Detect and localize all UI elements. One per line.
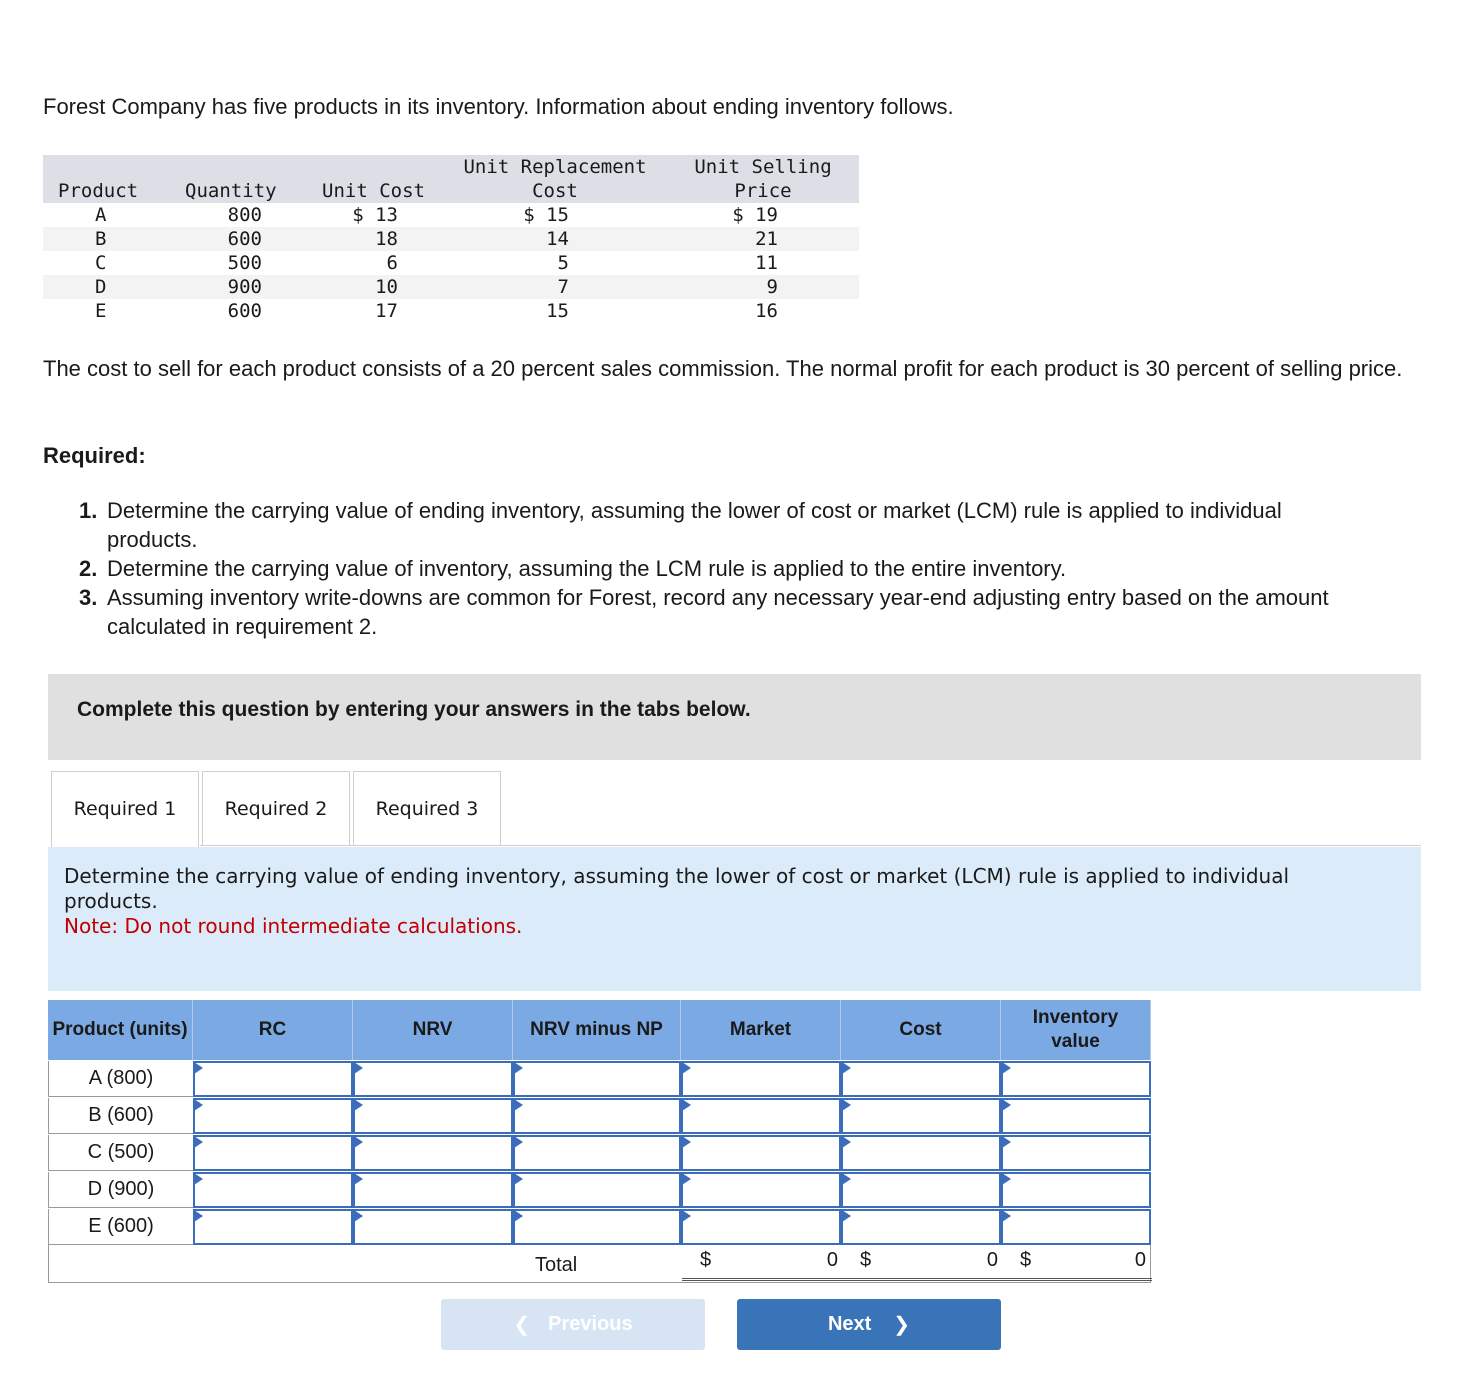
cell-quantity: 500 <box>227 252 262 274</box>
cell-replacement-cost: 15 <box>546 300 569 322</box>
input-marker-icon <box>514 1099 523 1111</box>
input-marker-icon <box>682 1210 691 1222</box>
total-inventory-value-cell <box>1002 1243 1152 1281</box>
input-marker-icon <box>682 1062 691 1074</box>
col-header-nrv-minus-np: NRV minus NP <box>513 1000 681 1060</box>
cost-input[interactable] <box>841 1172 1001 1208</box>
header-quantity: Quantity <box>185 180 277 202</box>
requirement-3 <box>79 583 1465 641</box>
data-row <box>43 203 859 227</box>
col-header-product: Product (units) <box>48 1000 193 1060</box>
cell-quantity: 600 <box>227 300 262 322</box>
rc-input[interactable] <box>193 1135 353 1171</box>
cost-to-sell-paragraph: The cost to sell for each product consists of a 20 percent sales commission. The normal profit for each product is 30 percent of selling price. <box>43 356 1403 381</box>
requirements-list <box>79 496 1465 641</box>
cell-product: A <box>95 204 107 226</box>
requirement-3-number: 3. <box>79 585 98 610</box>
input-marker-icon <box>842 1099 851 1111</box>
rc-input[interactable] <box>193 1172 353 1208</box>
product-units-label: A (800) <box>48 1061 193 1097</box>
cell-unit-cost: 17 <box>375 300 398 322</box>
input-marker-icon <box>682 1136 691 1148</box>
requirement-1-number: 1. <box>79 498 98 523</box>
input-marker-icon <box>194 1173 203 1185</box>
rc-input[interactable] <box>193 1098 353 1134</box>
requirement-2-text: Determine the carrying value of inventory, assuming the LCM rule is applied to the entire inventory. <box>107 556 1067 581</box>
total-market-cell <box>682 1243 842 1281</box>
cell-unit-cost: 10 <box>375 276 398 298</box>
input-marker-icon <box>194 1062 203 1074</box>
input-marker-icon <box>354 1062 363 1074</box>
input-marker-icon <box>354 1136 363 1148</box>
nrv-minus-np-input[interactable] <box>513 1209 681 1245</box>
market-input[interactable] <box>681 1098 841 1134</box>
input-marker-icon <box>842 1210 851 1222</box>
product-units-label: D (900) <box>48 1172 193 1208</box>
next-button[interactable] <box>737 1299 1001 1350</box>
input-marker-icon <box>354 1173 363 1185</box>
cost-input[interactable] <box>841 1135 1001 1171</box>
total-row <box>48 1245 1151 1283</box>
input-marker-icon <box>514 1173 523 1185</box>
header-unit-cost: Unit Cost <box>322 180 425 202</box>
market-input[interactable] <box>681 1061 841 1097</box>
requirement-1-text: Determine the carrying value of ending inventory, assuming the lower of cost or market (LCM) rule is applied to individual <box>107 498 1282 523</box>
cell-quantity: 800 <box>227 204 262 226</box>
market-input[interactable] <box>681 1209 841 1245</box>
previous-label: Previous <box>548 1313 633 1335</box>
cell-selling-price: $ 19 <box>732 204 778 226</box>
chevron-left-icon: ❮ <box>513 1314 531 1336</box>
answer-table <box>48 1000 1151 1283</box>
panel-instruction: Determine the carrying value of ending inventory, assuming the lower of cost or market (LCM) rule is applied to individual products. <box>64 864 1290 913</box>
product-units-label: C (500) <box>48 1135 193 1171</box>
col-header-rc: RC <box>193 1000 353 1060</box>
cell-product: C <box>95 252 107 274</box>
inventory-value-input[interactable] <box>1001 1061 1151 1097</box>
input-marker-icon <box>514 1210 523 1222</box>
cell-selling-price: 9 <box>766 276 778 298</box>
next-label: Next <box>827 1313 872 1335</box>
data-row <box>43 251 859 275</box>
col-header-cost: Cost <box>841 1000 1001 1060</box>
input-marker-icon <box>1002 1173 1011 1185</box>
market-input[interactable] <box>681 1172 841 1208</box>
previous-button[interactable] <box>441 1299 705 1350</box>
cost-input[interactable] <box>841 1061 1001 1097</box>
product-units-label: E (600) <box>48 1209 193 1245</box>
input-marker-icon <box>194 1136 203 1148</box>
data-table-header <box>43 155 859 203</box>
data-row <box>43 275 859 299</box>
total-cost-currency: $ <box>860 1249 872 1271</box>
inventory-value-input[interactable] <box>1001 1098 1151 1134</box>
total-market-value: 0 <box>826 1249 838 1271</box>
question-panel <box>48 847 1421 991</box>
input-marker-icon <box>354 1099 363 1111</box>
requirement-1-cont: products. <box>107 527 198 552</box>
inventory-value-input[interactable] <box>1001 1209 1151 1245</box>
total-cost-value: 0 <box>986 1249 998 1271</box>
col-header-inventory-value: Inventory value <box>1001 1000 1151 1060</box>
nrv-input[interactable] <box>353 1172 513 1208</box>
data-row <box>43 299 859 323</box>
rc-input[interactable] <box>193 1209 353 1245</box>
header-unit-selling-2: Price <box>734 180 792 202</box>
total-market-currency: $ <box>700 1249 712 1271</box>
input-marker-icon <box>842 1136 851 1148</box>
input-marker-icon <box>514 1136 523 1148</box>
requirement-1 <box>79 496 1465 554</box>
input-marker-icon <box>842 1062 851 1074</box>
market-input[interactable] <box>681 1135 841 1171</box>
panel-note: Note: Do not round intermediate calculations. <box>64 914 523 938</box>
total-cost-cell <box>842 1243 1002 1281</box>
cell-unit-cost: 18 <box>375 228 398 250</box>
total-inventory-value: 0 <box>1134 1249 1146 1271</box>
requirement-3-text: Assuming inventory write-downs are common for Forest, record any necessary year-end adjusting entry based on the amount <box>107 585 1329 610</box>
cell-replacement-cost: $ 15 <box>523 204 569 226</box>
data-row <box>43 227 859 251</box>
required-heading: Required: <box>43 443 146 468</box>
header-unit-replacement-1: Unit Replacement <box>463 156 647 178</box>
cell-selling-price: 11 <box>755 252 778 274</box>
chevron-right-icon: ❯ <box>893 1314 911 1336</box>
input-marker-icon <box>682 1099 691 1111</box>
cell-replacement-cost: 5 <box>557 252 569 274</box>
cost-input[interactable] <box>841 1098 1001 1134</box>
intro-text: Forest Company has five products in its inventory. Information about ending inventory follows. <box>43 94 954 119</box>
inventory-value-input[interactable] <box>1001 1172 1151 1208</box>
inventory-data-table <box>43 155 859 323</box>
requirement-3-cont: calculated in requirement 2. <box>107 614 378 639</box>
header-product: Product <box>58 180 139 202</box>
banner-text: Complete this question by entering your answers in the tabs below. <box>77 698 751 721</box>
inventory-value-input[interactable] <box>1001 1135 1151 1171</box>
input-marker-icon <box>1002 1099 1011 1111</box>
nrv-minus-np-input[interactable] <box>513 1061 681 1097</box>
nrv-input[interactable] <box>353 1061 513 1097</box>
total-inventory-currency: $ <box>1020 1249 1032 1271</box>
product-units-label: B (600) <box>48 1098 193 1134</box>
nrv-minus-np-input[interactable] <box>513 1172 681 1208</box>
header-unit-selling-1: Unit Selling <box>694 156 832 178</box>
rc-input[interactable] <box>193 1061 353 1097</box>
col-header-nrv: NRV <box>353 1000 513 1060</box>
col-header-market: Market <box>681 1000 841 1060</box>
cell-unit-cost: 6 <box>386 252 398 274</box>
requirement-2-number: 2. <box>79 556 98 581</box>
instruction-banner <box>48 674 1421 760</box>
tab-required-2[interactable]: Required 2 <box>202 771 350 846</box>
cell-product: E <box>95 300 107 322</box>
input-marker-icon <box>1002 1062 1011 1074</box>
input-marker-icon <box>1002 1210 1011 1222</box>
input-marker-icon <box>1002 1136 1011 1148</box>
total-label: Total <box>535 1254 578 1276</box>
input-marker-icon <box>354 1210 363 1222</box>
nrv-input[interactable] <box>353 1135 513 1171</box>
cell-unit-cost: $ 13 <box>352 204 398 226</box>
nrv-input[interactable] <box>353 1098 513 1134</box>
tab-required-1[interactable]: Required 1 <box>51 771 199 847</box>
input-marker-icon <box>194 1099 203 1111</box>
input-marker-icon <box>682 1173 691 1185</box>
header-unit-replacement-2: Cost <box>532 180 578 202</box>
cell-selling-price: 16 <box>755 300 778 322</box>
requirement-2 <box>79 554 1465 583</box>
input-marker-icon <box>194 1210 203 1222</box>
input-marker-icon <box>514 1062 523 1074</box>
cell-product: D <box>95 276 107 298</box>
cell-replacement-cost: 7 <box>557 276 569 298</box>
cell-selling-price: 21 <box>755 228 778 250</box>
tab-required-3[interactable]: Required 3 <box>353 771 501 846</box>
cell-product: B <box>95 228 107 250</box>
input-marker-icon <box>842 1173 851 1185</box>
cell-quantity: 600 <box>227 228 262 250</box>
cell-quantity: 900 <box>227 276 262 298</box>
cost-input[interactable] <box>841 1209 1001 1245</box>
nrv-minus-np-input[interactable] <box>513 1135 681 1171</box>
tab-divider <box>200 845 1421 846</box>
cell-replacement-cost: 14 <box>546 228 569 250</box>
nrv-input[interactable] <box>353 1209 513 1245</box>
nrv-minus-np-input[interactable] <box>513 1098 681 1134</box>
